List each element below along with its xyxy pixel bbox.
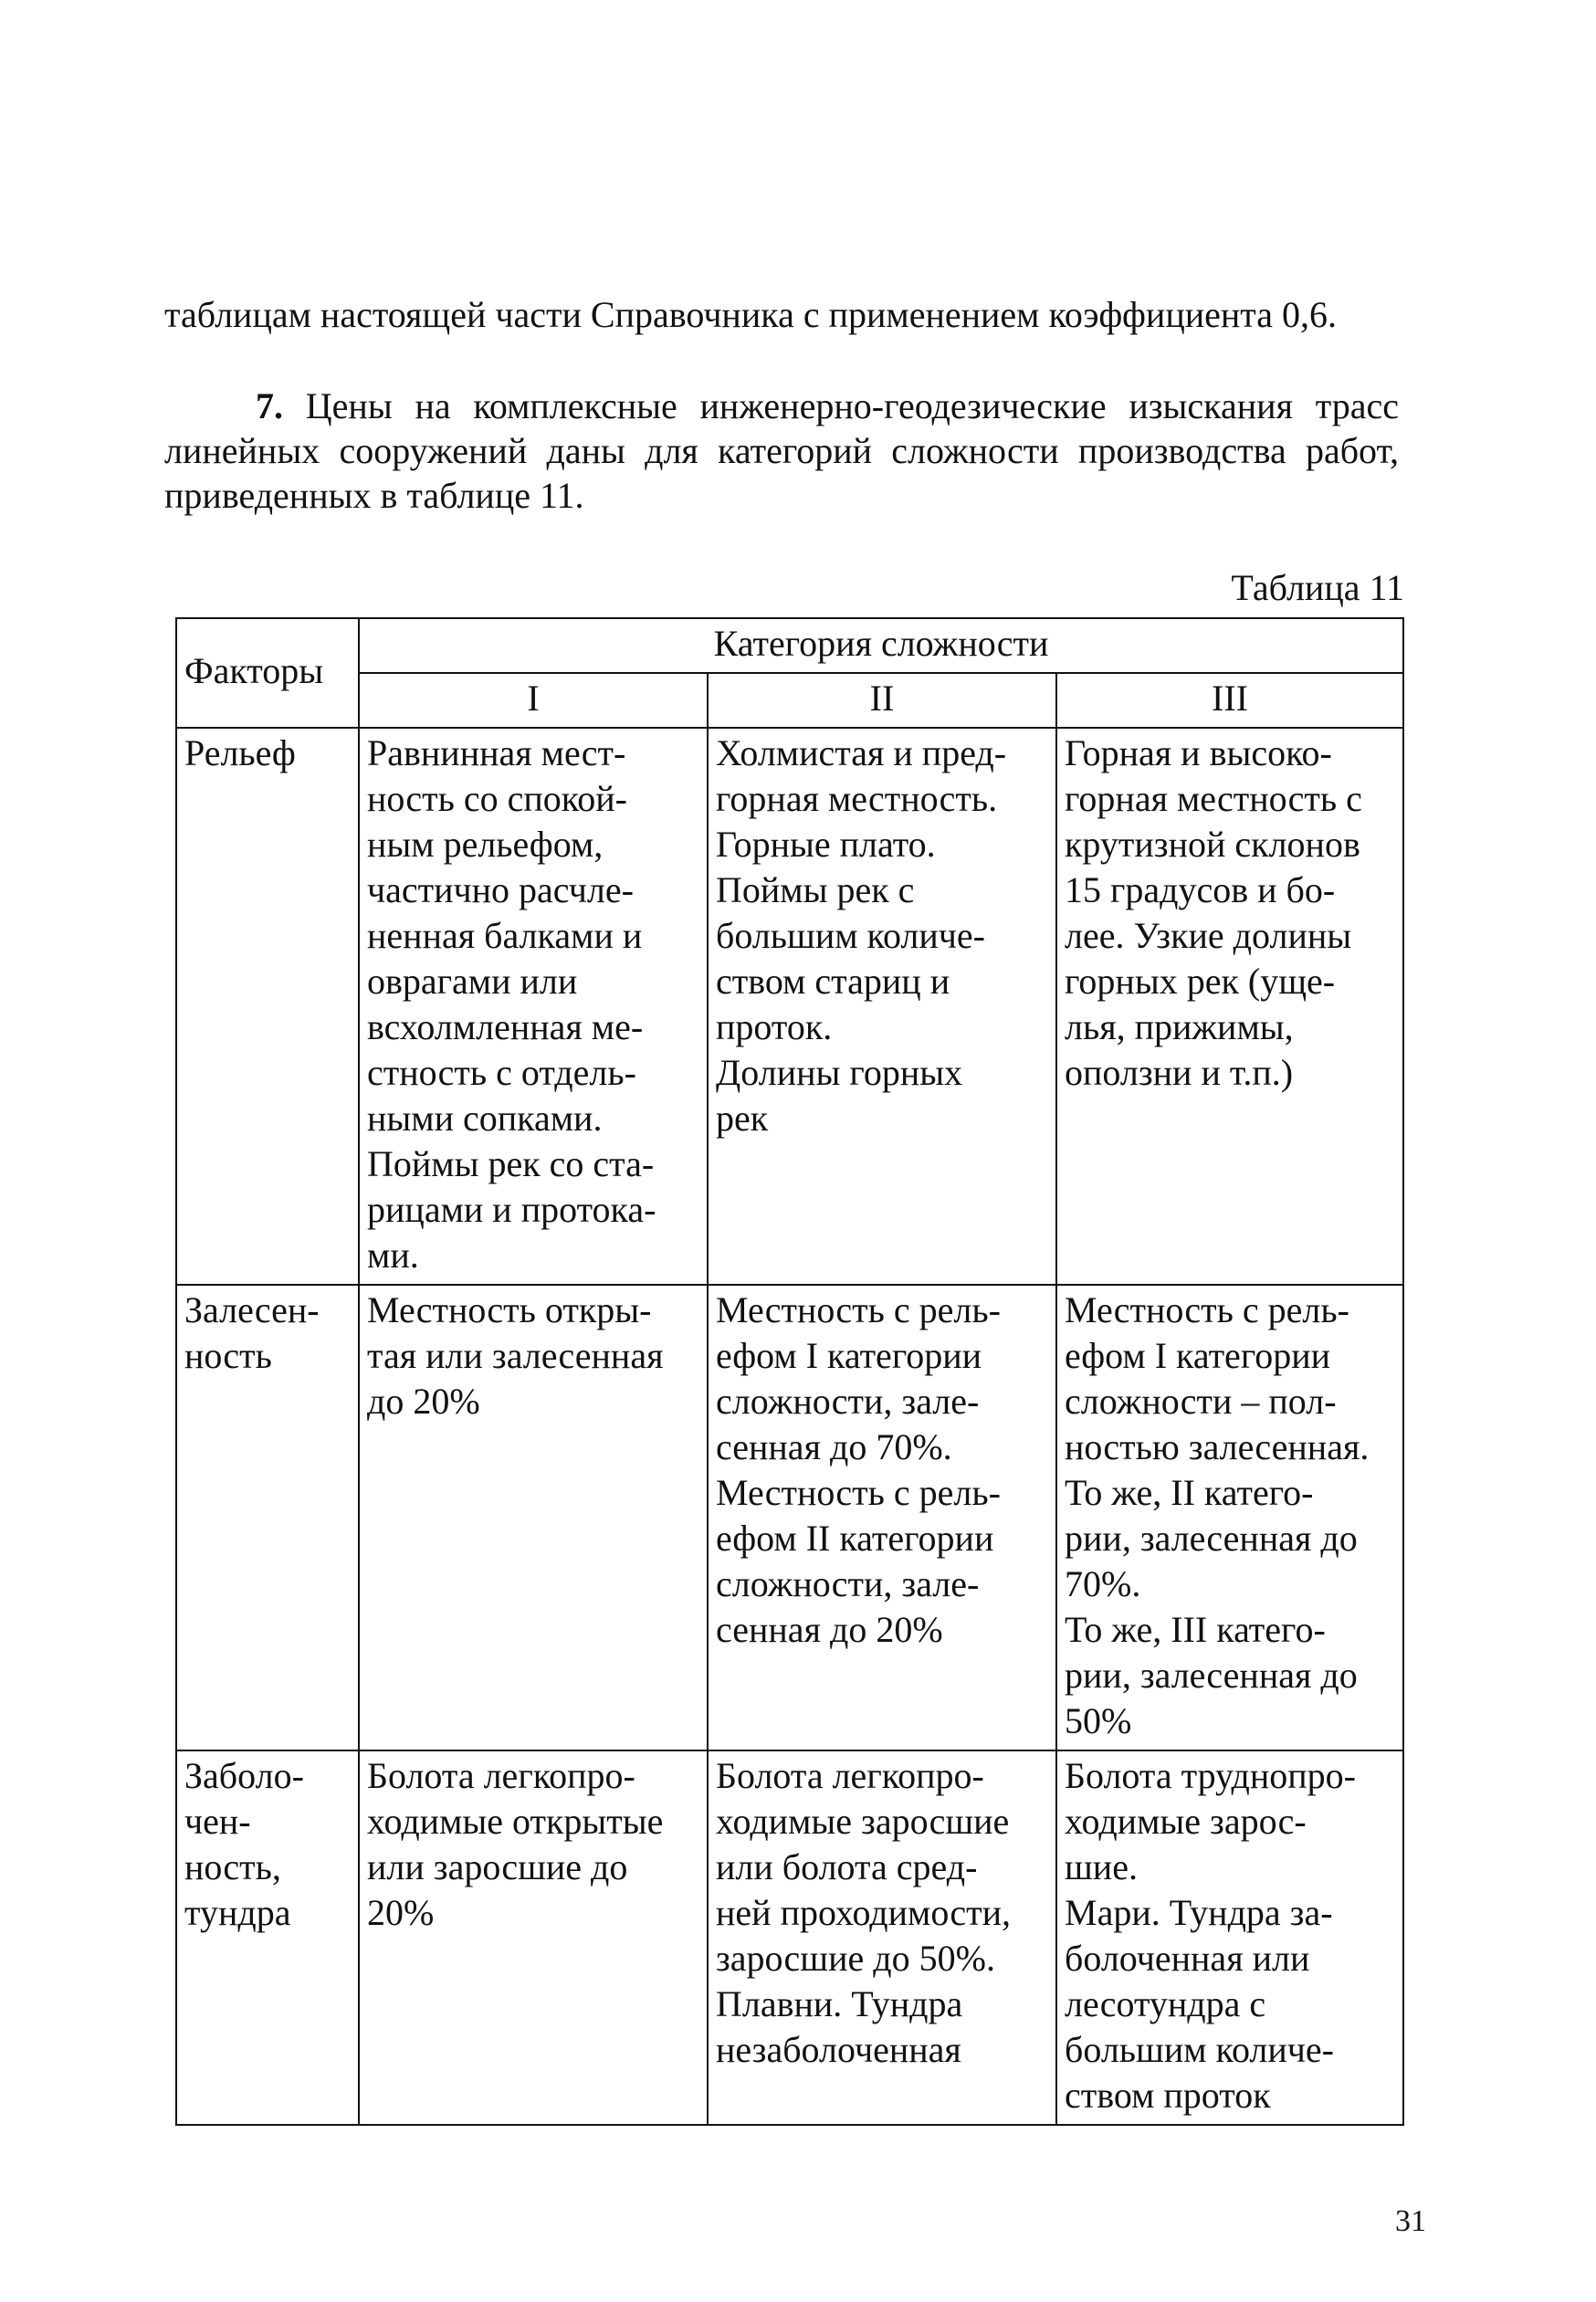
cell-line: оползни и т.п.) — [1065, 1052, 1294, 1093]
category-1-cell — [359, 1285, 708, 1750]
category-1-cell — [359, 728, 708, 1285]
table-row — [176, 728, 1403, 1285]
cell-line: горная местность с — [1065, 778, 1362, 819]
cell-line: шие. — [1065, 1846, 1138, 1887]
cell-line: всхолмленная ме- — [367, 1006, 644, 1047]
cell-line: То же, III катего- — [1065, 1609, 1326, 1650]
cell-line: тая или залесенная — [367, 1335, 664, 1376]
cell-line: Холмистая и пред- — [716, 732, 1007, 773]
cell-line: ностью залесенная. — [1065, 1426, 1370, 1467]
cell-line: Горные плато. — [716, 824, 936, 865]
factor-cell — [176, 728, 359, 1285]
cell-line: сложности – пол- — [1065, 1381, 1337, 1422]
complexity-table — [175, 617, 1404, 2126]
cell-line: Плавни. Тундра — [716, 1983, 963, 2024]
category-1-cell — [359, 1750, 708, 2125]
cell-line: рии, залесенная до — [1065, 1655, 1358, 1696]
cell-line: ми. — [367, 1235, 419, 1276]
cell-line: лесотундра с — [1065, 1983, 1266, 2024]
cell-line: Болота труднопро- — [1065, 1755, 1357, 1796]
cell-line: ненная балками и — [367, 915, 643, 956]
item-text: Цены на комплексные инженерно-геодезические изыскания трасс линейных сооружений даны для категорий сложности производства работ, приведенных в таблице 11. — [164, 385, 1399, 516]
cell-line: горная местность. — [716, 778, 998, 819]
cell-line: Горная и высоко- — [1065, 732, 1332, 773]
cell-line: рии, залесенная до — [1065, 1518, 1358, 1559]
header-col-1: I — [359, 673, 708, 728]
cell-line: ней проходимости, — [716, 1892, 1012, 1933]
cell-line: ством проток — [1065, 2075, 1271, 2116]
cell-line: ность, — [184, 1846, 281, 1887]
cell-line: сенная до 20% — [716, 1609, 943, 1650]
cell-line: 20% — [367, 1892, 435, 1933]
cell-line: рек — [716, 1098, 769, 1139]
cell-line: лее. Узкие долины — [1065, 915, 1352, 956]
cell-line: Залесен- — [184, 1289, 320, 1330]
header-category: Категория сложности — [359, 618, 1403, 673]
cell-line: проток. — [716, 1006, 833, 1047]
category-2-cell — [708, 1750, 1056, 2125]
cell-line: Долины горных — [716, 1052, 963, 1093]
cell-line: Местность с рель- — [1065, 1289, 1349, 1330]
cell-line: большим количе- — [1065, 2029, 1334, 2070]
cell-line: Равнинная мест- — [367, 732, 626, 773]
factor-cell — [176, 1285, 359, 1750]
cell-line: или болота сред- — [716, 1846, 978, 1887]
cell-line: стность с отдель- — [367, 1052, 636, 1093]
paragraph-continuation: таблицам настоящей части Справочника с применением коэффициента 0,6. — [164, 294, 1338, 335]
cell-line: ством стариц и — [716, 961, 950, 1002]
cell-line: 50% — [1065, 1700, 1132, 1741]
cell-line: То же, II катего- — [1065, 1472, 1314, 1513]
cell-line: Заболо- — [184, 1755, 304, 1796]
category-2-cell — [708, 1285, 1056, 1750]
category-3-cell — [1056, 728, 1403, 1285]
factor-cell — [176, 1750, 359, 2125]
cell-line: сложности, зале- — [716, 1563, 980, 1604]
cell-line: до 20% — [367, 1381, 480, 1422]
cell-line: большим количе- — [716, 915, 985, 956]
item-number: 7. — [256, 385, 283, 426]
cell-line: Местность с рель- — [716, 1289, 1001, 1330]
cell-line: Болота легкопро- — [716, 1755, 984, 1796]
header-factors: Факторы — [176, 618, 359, 728]
cell-line: сенная до 70%. — [716, 1426, 952, 1467]
cell-line: Мари. Тундра за- — [1065, 1892, 1333, 1933]
paragraph-item-7 — [164, 384, 1399, 518]
cell-line: лья, прижимы, — [1065, 1006, 1294, 1047]
cell-line: частично расчле- — [367, 869, 634, 910]
cell-line: или заросшие до — [367, 1846, 628, 1887]
cell-line: оврагами или — [367, 961, 578, 1002]
cell-line: ными сопками. — [367, 1098, 603, 1139]
cell-line: рицами и протока- — [367, 1189, 656, 1230]
cell-line: чен- — [184, 1801, 251, 1842]
table-row — [176, 1285, 1403, 1750]
cell-line: ходимые зарос- — [1065, 1801, 1307, 1842]
cell-line: Местность откры- — [367, 1289, 652, 1330]
cell-line: ефом I категории — [1065, 1335, 1331, 1376]
category-2-cell — [708, 728, 1056, 1285]
cell-line: ходимые открытые — [367, 1801, 664, 1842]
category-3-cell — [1056, 1285, 1403, 1750]
cell-line: 15 градусов и бо- — [1065, 869, 1336, 910]
cell-line: Рельеф — [184, 732, 296, 773]
cell-line: ходимые заросшие — [716, 1801, 1010, 1842]
cell-line: ефом I категории — [716, 1335, 982, 1376]
cell-line: ефом II категории — [716, 1518, 994, 1559]
header-col-3: III — [1056, 673, 1403, 728]
cell-line: крутизной склонов — [1065, 824, 1360, 865]
cell-line: незаболоченная — [716, 2029, 961, 2070]
cell-line: тундра — [184, 1892, 291, 1933]
cell-line: Поймы рек с — [716, 869, 915, 910]
cell-line: Поймы рек со ста- — [367, 1143, 655, 1184]
cell-line: ным рельефом, — [367, 824, 604, 865]
cell-line: 70%. — [1065, 1563, 1141, 1604]
header-col-2: II — [708, 673, 1056, 728]
cell-line: Болота легкопро- — [367, 1755, 635, 1796]
table-caption: Таблица 11 — [1231, 567, 1404, 608]
cell-line: горных рек (уще- — [1065, 961, 1336, 1002]
cell-line: сложности, зале- — [716, 1381, 980, 1422]
table-row — [176, 1750, 1403, 2125]
page-number: 31 — [1395, 2204, 1426, 2238]
cell-line: болоченная или — [1065, 1938, 1310, 1979]
cell-line: ность — [184, 1335, 272, 1376]
cell-line: ность со спокой- — [367, 778, 627, 819]
category-3-cell — [1056, 1750, 1403, 2125]
cell-line: Местность с рель- — [716, 1472, 1001, 1513]
cell-line: заросшие до 50%. — [716, 1938, 995, 1979]
